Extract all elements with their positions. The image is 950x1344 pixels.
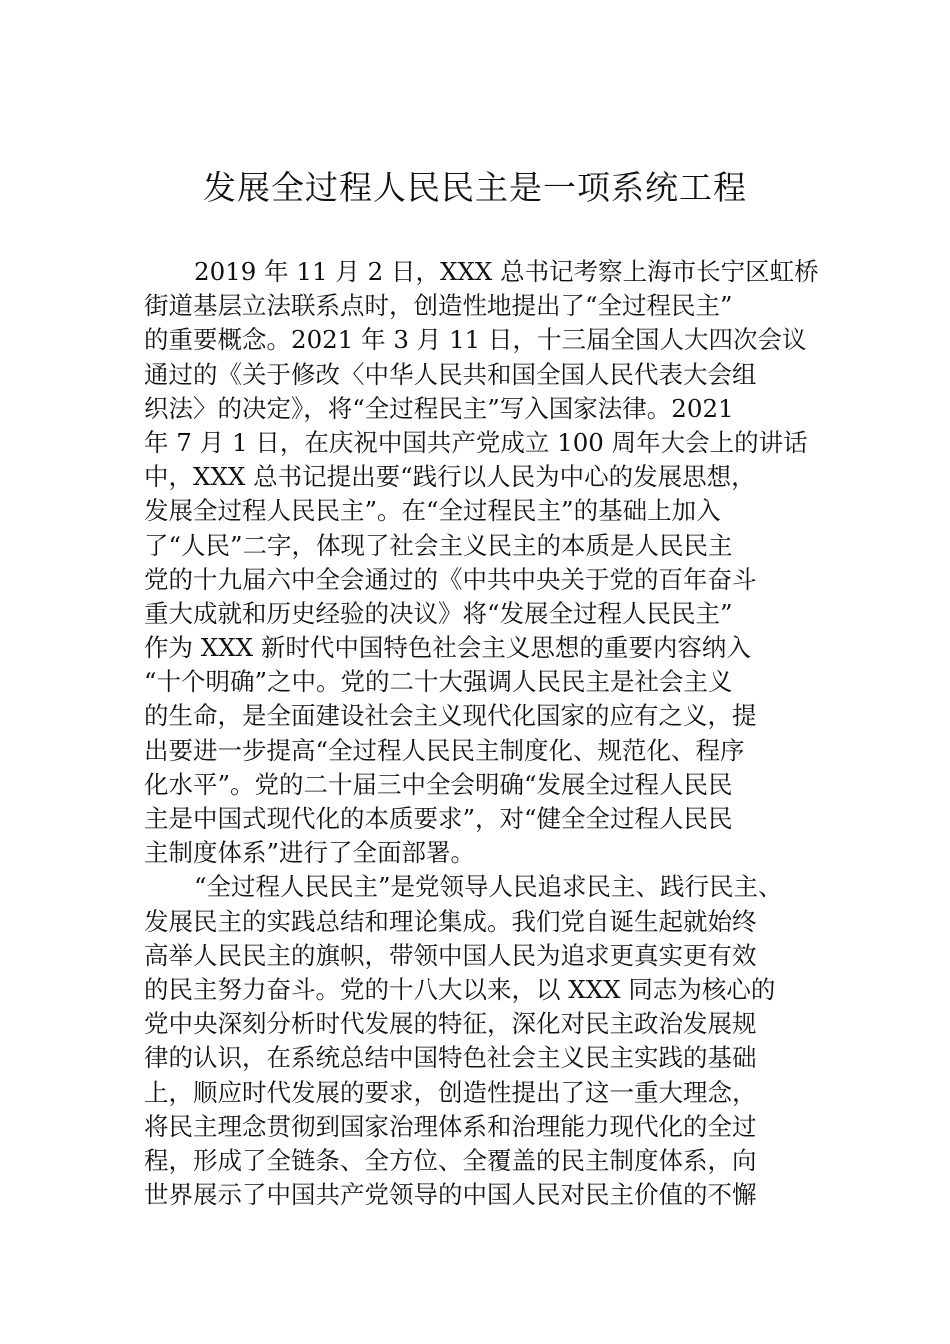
paragraph-line: 发展民主的实践总结和理论集成。我们党自诞生起就始终 [144,906,757,936]
paragraph-line: 作为 XXX 新时代中国特色社会主义思想的重要内容纳入 [144,633,751,663]
paragraph-line: 2019 年 11 月 2 日，XXX 总书记考察上海市长宁区虹桥 [194,257,819,286]
paragraph-line: “十个明确”之中。党的二十大强调人民民主是社会主义 [144,667,733,697]
paragraph-line: 了“人民”二字，体现了社会主义民主的本质是人民民主 [144,530,733,560]
paragraph-line: 律的认识，在系统总结中国特色社会主义民主实践的基础 [144,1043,757,1073]
paragraph-line: 世界展示了中国共产党领导的中国人民对民主价值的不懈 [144,1180,757,1210]
paragraph-line: 党中央深刻分析时代发展的特征，深化对民主政治发展规 [144,1009,757,1039]
document-title: 发展全过程人民民主是一项系统工程 [203,168,747,207]
paragraph-line: 高举人民民主的旗帜，带领中国人民为追求更真实更有效 [144,940,757,970]
paragraph-line: 织法〉的决定》，将“全过程民主”写入国家法律。2021 [144,393,734,423]
paragraph-line: 主制度体系”进行了全面部署。 [144,838,476,868]
paragraph-line: 上，顺应时代发展的要求，创造性提出了这一重大理念， [144,1077,757,1107]
paragraph-line: 化水平”。党的二十届三中全会明确“发展全过程人民民 [144,769,733,799]
paragraph-line: 的民主努力奋斗。党的十八大以来，以 XXX 同志为核心的 [144,974,776,1004]
paragraph-line: 出要进一步提高“全过程人民民主制度化、规范化、程序 [144,735,745,765]
document-body [144,255,819,1212]
paragraph-line: 街道基层立法联系点时，创造性地提出了“全过程民主” [144,291,733,321]
paragraph-line: 将民主理念贯彻到国家治理体系和治理能力现代化的全过 [144,1111,757,1141]
paragraph-line: 程，形成了全链条、全方位、全覆盖的民主制度体系，向 [144,1145,757,1175]
paragraph-line: 通过的《关于修改〈中华人民共和国全国人民代表大会组 [144,359,757,389]
paragraph-line: 年 7 月 1 日，在庆祝中国共产党成立 100 周年大会上的讲话 [144,427,808,457]
paragraph-line: 重大成就和历史经验的决议》将“发展全过程人民民主” [144,598,733,628]
paragraph-line: 党的十九届六中全会通过的《中共中央关于党的百年奋斗 [144,564,757,594]
paragraph-line: 主是中国式现代化的本质要求”，对“健全全过程人民民 [144,804,733,833]
paragraph-line: 的重要概念。2021 年 3 月 11 日，十三届全国人大四次会议 [144,325,807,355]
paragraph-line: 发展全过程人民民主”。在“全过程民主”的基础上加入 [144,496,721,526]
paragraph-line: 中，XXX 总书记提出要“践行以人民为中心的发展思想， [144,462,756,492]
paragraph-line: “全过程人民民主”是党领导人民追求民主、践行民主、 [194,872,783,902]
paragraph-line: 的生命，是全面建设社会主义现代化国家的应有之义，提 [144,701,757,731]
